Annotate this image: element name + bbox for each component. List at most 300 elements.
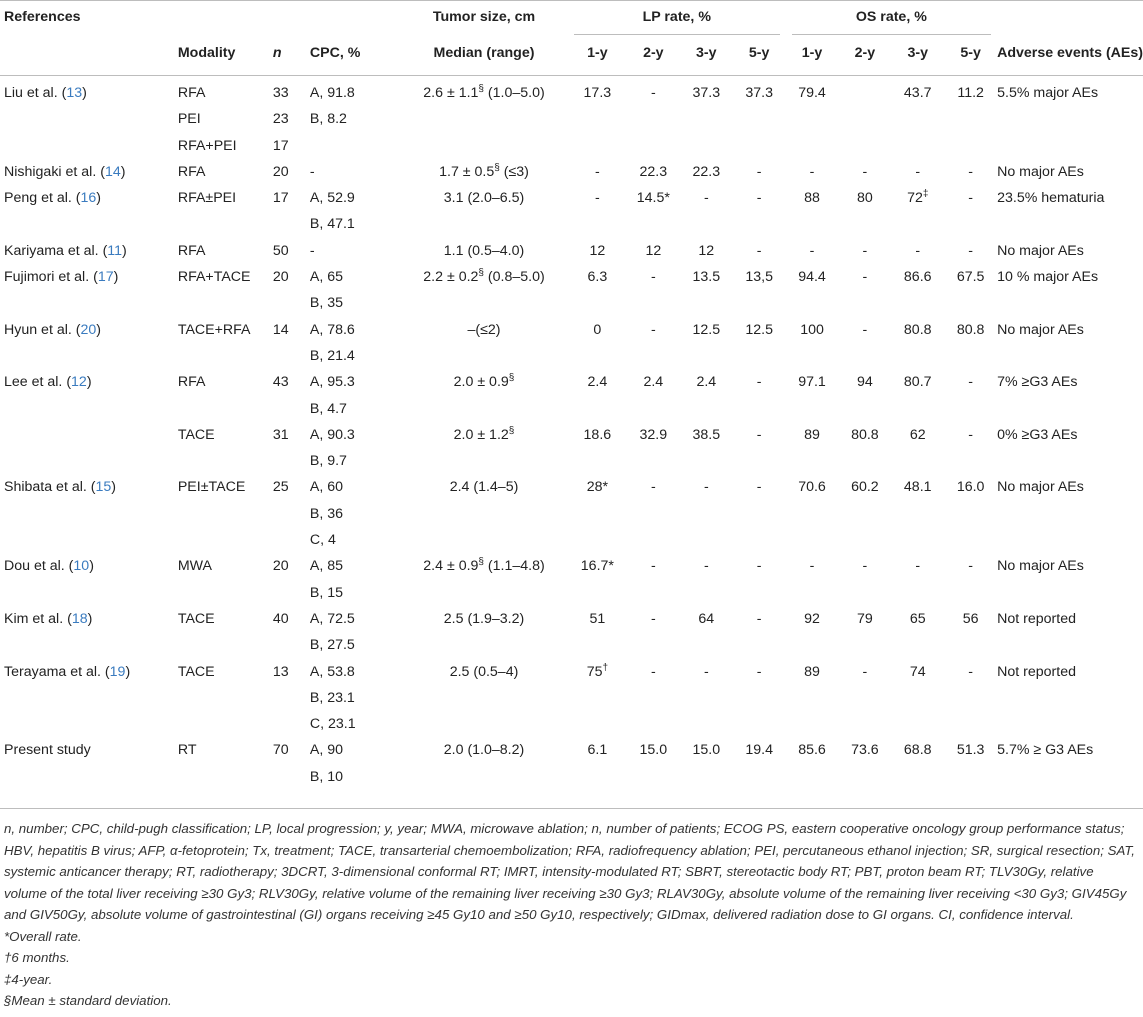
cell-os5 bbox=[944, 527, 997, 553]
citation-link[interactable]: 11 bbox=[107, 242, 123, 259]
table-row bbox=[0, 211, 1143, 237]
cell-lp1: 2.4 bbox=[587, 374, 608, 391]
cell-os2: - bbox=[862, 163, 868, 180]
cell-size bbox=[400, 343, 568, 369]
cell-mod bbox=[178, 685, 273, 711]
cell-os2 bbox=[838, 133, 891, 159]
cell-lp5 bbox=[733, 133, 786, 159]
cell-os3 bbox=[891, 211, 944, 237]
cell-n bbox=[273, 527, 310, 553]
cell-ae: 0% ≥G3 AEs bbox=[997, 426, 1078, 443]
cell-mod bbox=[178, 527, 273, 553]
cell-lp2: - bbox=[650, 663, 656, 680]
cell-lp1 bbox=[568, 211, 627, 237]
citation-link[interactable]: 19 bbox=[109, 663, 126, 680]
cell-lp1 bbox=[568, 290, 627, 316]
cell-lp3 bbox=[680, 106, 733, 132]
cell-size bbox=[400, 396, 568, 422]
cell-os5 bbox=[944, 343, 997, 369]
cell-lp3 bbox=[680, 211, 733, 237]
cell-n: 20 bbox=[272, 163, 289, 180]
cell-ae bbox=[997, 632, 1143, 658]
cell-reference bbox=[0, 448, 178, 474]
cell-lp1: 6.1 bbox=[587, 742, 608, 759]
citation-link[interactable]: 14 bbox=[104, 163, 121, 180]
cell-reference bbox=[0, 343, 178, 369]
cell-n bbox=[273, 632, 310, 658]
table-row bbox=[0, 527, 1143, 553]
col-tumor-size: Tumor size, cm bbox=[432, 9, 536, 25]
cell-os1: 85.6 bbox=[798, 742, 826, 759]
cell-lp5 bbox=[733, 106, 786, 132]
col-os-3y: 3-y bbox=[907, 44, 928, 61]
citation-link[interactable]: 13 bbox=[66, 85, 83, 101]
cell-os1 bbox=[786, 133, 839, 159]
cell-mod bbox=[178, 211, 273, 237]
cell-lp3: 22.3 bbox=[692, 163, 721, 180]
cell-lp1: 6.3 bbox=[587, 269, 608, 286]
cell-lp1: 18.6 bbox=[583, 426, 612, 443]
citation-link[interactable]: 17 bbox=[97, 269, 114, 286]
reference-text: Nishigaki et al. ( bbox=[4, 163, 105, 180]
col-cpc: CPC, % bbox=[309, 44, 361, 61]
table-row bbox=[0, 632, 1143, 658]
cell-os2: 80.8 bbox=[851, 426, 879, 443]
cell-lp5 bbox=[733, 527, 786, 553]
cell-mod bbox=[178, 343, 273, 369]
cell-n: 25 bbox=[272, 479, 289, 496]
cell-lp5 bbox=[733, 211, 786, 237]
cell-reference bbox=[0, 238, 178, 264]
cell-ae: 7% ≥G3 AEs bbox=[997, 374, 1078, 391]
cell-os2 bbox=[838, 685, 891, 711]
cell-lp2: - bbox=[650, 85, 656, 101]
col-group-lp-rate bbox=[568, 1, 786, 36]
cell-lp3: 13.5 bbox=[692, 269, 721, 286]
citation-link[interactable]: 18 bbox=[71, 610, 88, 627]
cell-lp5: - bbox=[756, 242, 762, 259]
footnote-mean-sd: §Mean ± standard deviation. bbox=[4, 993, 172, 1008]
cell-lp2: 22.3 bbox=[639, 163, 668, 180]
table-row bbox=[0, 106, 1143, 132]
cell-lp5: - bbox=[756, 479, 762, 496]
cell-n: 50 bbox=[272, 242, 289, 259]
header-row-1 bbox=[0, 1, 1143, 36]
cell-os1 bbox=[786, 632, 839, 658]
cell-os3: 65 bbox=[909, 610, 926, 627]
cell-ae: 23.5% hematuria bbox=[997, 190, 1105, 207]
reference-text: Dou et al. ( bbox=[4, 558, 74, 575]
cell-n: 43 bbox=[272, 374, 289, 391]
cell-size: 3.1 (2.0–6.5) bbox=[443, 190, 525, 207]
table-row bbox=[0, 290, 1143, 316]
citation-link[interactable]: 15 bbox=[95, 479, 112, 496]
col-median-range: Median (range) bbox=[433, 44, 535, 61]
cell-n: 40 bbox=[272, 610, 289, 627]
cell-reference bbox=[0, 76, 178, 107]
cell-size: 2.0 ± 0.9§ bbox=[453, 372, 515, 391]
cell-lp2 bbox=[627, 211, 680, 237]
cell-ae: 5.7% ≥ G3 AEs bbox=[997, 742, 1094, 759]
cell-lp2 bbox=[627, 501, 680, 527]
cell-mod: TACE bbox=[177, 663, 215, 680]
table-body bbox=[0, 76, 1143, 791]
cell-lp5: - bbox=[756, 663, 762, 680]
cell-mod: MWA bbox=[177, 558, 212, 575]
cell-mod: RFA bbox=[177, 85, 206, 101]
cell-ae: Not reported bbox=[997, 610, 1076, 627]
cell-mod: RFA bbox=[177, 163, 206, 180]
reference-text: Kariyama et al. ( bbox=[4, 242, 108, 259]
cell-ae bbox=[997, 211, 1143, 237]
cell-size bbox=[400, 501, 568, 527]
cell-lp2: 15.0 bbox=[639, 742, 668, 759]
cell-os3 bbox=[891, 527, 944, 553]
cell-reference bbox=[0, 317, 178, 343]
cell-size: 2.4 (1.4–5) bbox=[449, 479, 519, 496]
cell-lp3 bbox=[680, 685, 733, 711]
cell-os1 bbox=[786, 527, 839, 553]
cell-mod bbox=[178, 396, 273, 422]
cell-ae: 10 % major AEs bbox=[997, 269, 1099, 286]
cell-os5 bbox=[944, 685, 997, 711]
cell-ae bbox=[997, 290, 1143, 316]
cell-cpc: C, 23.1 bbox=[309, 716, 356, 733]
cell-lp3: 12.5 bbox=[692, 321, 721, 338]
cell-os3: 74 bbox=[909, 663, 926, 680]
cell-lp2: 12 bbox=[645, 242, 662, 259]
cell-cpc: A, 85 bbox=[309, 558, 343, 575]
cell-os3: 68.8 bbox=[903, 742, 932, 759]
citation-link[interactable]: 12 bbox=[71, 374, 87, 391]
cell-size bbox=[400, 133, 568, 159]
col-os-1y: 1-y bbox=[801, 44, 823, 61]
cell-os5 bbox=[944, 764, 997, 790]
col-lp-5y: 5-y bbox=[748, 44, 770, 61]
table-row bbox=[0, 606, 1143, 632]
cell-os5: - bbox=[968, 190, 973, 207]
cell-os2: - bbox=[862, 269, 868, 286]
cell-lp5 bbox=[733, 711, 786, 737]
cell-cpc: B, 10 bbox=[309, 768, 343, 785]
reference-close: ) bbox=[89, 558, 94, 575]
cell-cpc: B, 36 bbox=[309, 505, 343, 522]
cell-size: 2.6 ± 1.1§ (1.0–5.0) bbox=[423, 83, 545, 101]
cell-lp5: - bbox=[756, 374, 762, 391]
cell-size bbox=[400, 580, 568, 606]
cell-os2 bbox=[838, 501, 891, 527]
cell-lp5: 37.3 bbox=[745, 85, 773, 101]
cell-n bbox=[273, 290, 310, 316]
cell-os5: 56 bbox=[962, 610, 979, 627]
cell-cpc: A, 72.5 bbox=[309, 610, 355, 627]
cell-reference bbox=[0, 685, 178, 711]
cell-size bbox=[400, 527, 568, 553]
cell-os5: 51.3 bbox=[956, 742, 985, 759]
cell-os3 bbox=[891, 133, 944, 159]
header-row-2 bbox=[0, 36, 1143, 76]
table-row bbox=[0, 317, 1143, 343]
cell-os1 bbox=[786, 343, 839, 369]
table-row bbox=[0, 448, 1143, 474]
cell-reference bbox=[0, 133, 178, 159]
footnote-abbreviations: n, number; CPC, child-pugh classification; LP, local progression; y, year; MWA, microwave ablation; n, number of patients; ECOG PS, eastern cooperative oncology group performance status; HBV, hepatitis B virus; AFP, α-fetoprotein; Tx, treatment; TACE, transarterial chemoembolization; RFA, radiofrequency ablation; PEI, percutaneous ethanol injection; SR, surgical resection; SAT, systemic anticancer therapy; RT, radiotherapy; 3DCRT, 3-dimensional conformal RT; IMRT, intensity-modulated RT; SBRT, stereotactic body RT; PBT, proton beam RT; TLV30Gy, relative volume of the total liver receiving ≥30 Gy3; RLV30Gy, relative volume of the remaining liver receiving ≥30 Gy3; RLAV30Gy, absolute volume of the remaining liver receiving <30 Gy3; GIV45Gy and GIV50Gy, absolute volume of gastrointestinal (GI) organs receiving ≥45 Gy10 and ≥50 Gy10, respectively; GIDmax, delivered radiation dose to GI organs. CI, confidence interval. bbox=[4, 821, 1135, 922]
cell-cpc: - bbox=[309, 242, 315, 259]
cell-os3: 72‡ bbox=[907, 188, 929, 207]
cell-lp1 bbox=[568, 396, 627, 422]
cell-cpc: B, 8.2 bbox=[309, 111, 347, 128]
cell-lp5: - bbox=[756, 163, 762, 180]
cell-n: 31 bbox=[272, 426, 289, 443]
footnote-4-year: ‡4-year. bbox=[4, 971, 53, 987]
cell-os3 bbox=[891, 685, 944, 711]
cell-os2 bbox=[838, 527, 891, 553]
cell-lp3 bbox=[680, 501, 733, 527]
cell-os1: - bbox=[809, 558, 815, 575]
cell-os3 bbox=[891, 632, 944, 658]
cell-reference bbox=[0, 659, 178, 685]
reference-close: ) bbox=[113, 269, 119, 286]
cell-os3 bbox=[891, 580, 944, 606]
cell-reference bbox=[0, 290, 178, 316]
cell-lp2: 14.5* bbox=[636, 190, 670, 207]
cell-mod bbox=[178, 632, 273, 658]
cell-size: 1.1 (0.5–4.0) bbox=[443, 242, 525, 259]
cell-ae: No major AEs bbox=[997, 558, 1084, 575]
cell-mod: TACE bbox=[177, 610, 215, 627]
cell-os3 bbox=[891, 764, 944, 790]
citation-link[interactable]: 20 bbox=[80, 321, 97, 338]
footnote-overall-rate: *Overall rate. bbox=[4, 928, 82, 944]
cell-mod: TACE bbox=[177, 426, 215, 443]
cell-os5 bbox=[944, 448, 997, 474]
cell-os1: 97.1 bbox=[798, 374, 826, 391]
cell-size bbox=[400, 685, 568, 711]
cell-lp1 bbox=[568, 448, 627, 474]
cell-n bbox=[273, 501, 310, 527]
reference-text: Kim et al. ( bbox=[4, 610, 72, 627]
cell-lp2 bbox=[627, 448, 680, 474]
cell-cpc: A, 95.3 bbox=[309, 374, 355, 391]
table-bottom-rule bbox=[0, 808, 1143, 809]
cell-cpc: B, 27.5 bbox=[309, 637, 355, 654]
cell-os5 bbox=[944, 711, 997, 737]
cell-os3: 62 bbox=[909, 426, 926, 443]
cell-mod: RT bbox=[177, 742, 197, 759]
cell-cpc: A, 52.9 bbox=[309, 190, 355, 207]
cell-cpc: B, 4.7 bbox=[309, 400, 347, 417]
cell-os2 bbox=[838, 211, 891, 237]
cell-lp3 bbox=[680, 632, 733, 658]
cell-lp1 bbox=[568, 764, 627, 790]
cell-os1 bbox=[786, 685, 839, 711]
cell-size bbox=[400, 290, 568, 316]
cell-os2: 79 bbox=[856, 610, 873, 627]
cell-os2: - bbox=[862, 242, 868, 259]
cell-n: 20 bbox=[272, 269, 289, 286]
cell-os1: 89 bbox=[804, 663, 820, 680]
reference-close: ) bbox=[87, 610, 93, 627]
cell-os5: - bbox=[968, 426, 973, 443]
cell-lp5 bbox=[733, 580, 786, 606]
cell-lp5 bbox=[733, 501, 786, 527]
cell-reference bbox=[0, 396, 178, 422]
cell-reference bbox=[0, 764, 178, 790]
cell-ae bbox=[997, 711, 1143, 737]
table-row bbox=[0, 238, 1143, 264]
cell-os2: 94 bbox=[856, 374, 873, 391]
cell-lp3 bbox=[680, 396, 733, 422]
reference-close: ) bbox=[120, 163, 126, 180]
reference-close: ) bbox=[111, 479, 117, 496]
cell-lp1 bbox=[568, 106, 627, 132]
table-row bbox=[0, 369, 1143, 395]
table-row bbox=[0, 159, 1143, 185]
citation-link[interactable]: 16 bbox=[80, 190, 97, 207]
cell-lp2: - bbox=[650, 321, 656, 338]
cell-cpc: B, 15 bbox=[309, 584, 343, 601]
cell-os1 bbox=[786, 290, 839, 316]
cell-n bbox=[273, 343, 310, 369]
cell-os5 bbox=[944, 396, 997, 422]
footnote-6-months: †6 months. bbox=[4, 950, 70, 965]
cell-mod bbox=[178, 501, 273, 527]
cell-os1: - bbox=[809, 242, 815, 259]
cell-os2 bbox=[838, 632, 891, 658]
cell-lp5 bbox=[733, 448, 786, 474]
cell-os5: - bbox=[968, 163, 973, 180]
table-row bbox=[0, 474, 1143, 500]
cell-os1: - bbox=[809, 163, 815, 180]
cell-n bbox=[273, 580, 310, 606]
cell-lp3: - bbox=[703, 663, 709, 680]
cell-os2 bbox=[838, 343, 891, 369]
cell-lp3: 2.4 bbox=[696, 374, 717, 391]
cell-size: 2.0 ± 1.2§ bbox=[453, 425, 515, 443]
cell-lp3: 38.5 bbox=[692, 426, 721, 443]
cell-lp5 bbox=[733, 343, 786, 369]
cell-cpc: B, 21.4 bbox=[309, 347, 355, 364]
cell-os1: 88 bbox=[804, 190, 820, 207]
cell-lp2 bbox=[627, 764, 680, 790]
cell-os5 bbox=[944, 632, 997, 658]
cell-ae: No major AEs bbox=[997, 321, 1084, 338]
cell-lp1 bbox=[568, 527, 627, 553]
cell-n bbox=[273, 396, 310, 422]
reference-close: ) bbox=[96, 190, 102, 207]
cell-cpc: - bbox=[309, 163, 315, 180]
cell-size bbox=[400, 211, 568, 237]
cell-ae bbox=[997, 133, 1143, 159]
cell-os2 bbox=[838, 711, 891, 737]
cell-n: 14 bbox=[272, 321, 289, 338]
cell-lp5 bbox=[733, 764, 786, 790]
cell-cpc: A, 78.6 bbox=[309, 321, 355, 338]
cell-ae bbox=[997, 106, 1143, 132]
cell-size: 2.2 ± 0.2§ (0.8–5.0) bbox=[423, 267, 545, 286]
cell-os2 bbox=[838, 448, 891, 474]
cell-os2 bbox=[838, 764, 891, 790]
cell-os5 bbox=[944, 211, 997, 237]
cell-size: 2.5 (0.5–4) bbox=[449, 663, 519, 680]
cell-lp3 bbox=[680, 580, 733, 606]
cell-os5: 16.0 bbox=[956, 479, 985, 496]
cell-os1 bbox=[786, 211, 839, 237]
cell-lp3: - bbox=[703, 558, 709, 575]
cell-mod bbox=[178, 764, 273, 790]
cell-size bbox=[400, 448, 568, 474]
citation-link[interactable]: 10 bbox=[73, 558, 90, 575]
cell-size: 2.4 ± 0.9§ (1.1–4.8) bbox=[423, 556, 545, 575]
cell-os3 bbox=[891, 501, 944, 527]
cell-os2: - bbox=[862, 558, 868, 575]
cell-ae bbox=[997, 580, 1143, 606]
cell-lp1: - bbox=[595, 163, 600, 180]
cell-os2 bbox=[838, 290, 891, 316]
cell-os1 bbox=[786, 711, 839, 737]
cell-lp1: 0 bbox=[593, 321, 602, 338]
cell-lp2: 2.4 bbox=[643, 374, 664, 391]
cell-lp2 bbox=[627, 527, 680, 553]
cell-ae bbox=[997, 448, 1143, 474]
cell-os2: 60.2 bbox=[851, 479, 879, 496]
table-row bbox=[0, 501, 1143, 527]
cell-lp2 bbox=[627, 133, 680, 159]
cell-size: 2.5 (1.9–3.2) bbox=[443, 610, 525, 627]
col-os-2y: 2-y bbox=[854, 44, 876, 61]
cell-ae bbox=[997, 501, 1143, 527]
reference-text: Present study bbox=[4, 742, 91, 759]
cell-n: 13 bbox=[272, 663, 289, 680]
cell-reference bbox=[0, 737, 178, 763]
cell-n bbox=[273, 764, 310, 790]
cell-lp3: 37.3 bbox=[692, 85, 721, 101]
cell-ae bbox=[997, 764, 1143, 790]
reference-text: Fujimori et al. ( bbox=[4, 269, 98, 286]
cell-os2 bbox=[838, 396, 891, 422]
cell-reference bbox=[0, 606, 178, 632]
cell-os1 bbox=[786, 501, 839, 527]
table-row bbox=[0, 580, 1143, 606]
table-row bbox=[0, 396, 1143, 422]
cell-mod: RFA+TACE bbox=[177, 269, 251, 286]
cell-mod bbox=[178, 580, 273, 606]
cell-lp1: 16.7* bbox=[580, 558, 614, 575]
cell-lp3 bbox=[680, 527, 733, 553]
cell-os5: 11.2 bbox=[957, 85, 984, 101]
cell-lp1: 75† bbox=[586, 661, 609, 680]
cell-lp2 bbox=[627, 711, 680, 737]
cell-ae: No major AEs bbox=[997, 163, 1084, 180]
cell-lp1 bbox=[568, 133, 627, 159]
cell-os5: 67.5 bbox=[956, 269, 985, 286]
cell-cpc: B, 47.1 bbox=[309, 216, 355, 233]
cell-os1: 79.4 bbox=[798, 85, 826, 101]
cell-os2 bbox=[838, 76, 891, 107]
cell-os5 bbox=[944, 106, 997, 132]
cell-n: 23 bbox=[272, 111, 289, 128]
cell-cpc: B, 23.1 bbox=[309, 689, 355, 706]
reference-text: Liu et al. ( bbox=[4, 85, 67, 101]
cell-os1 bbox=[786, 448, 839, 474]
cell-reference bbox=[0, 527, 178, 553]
col-group-os-rate bbox=[786, 1, 998, 36]
table-row bbox=[0, 711, 1143, 737]
cell-os3 bbox=[891, 711, 944, 737]
cell-cpc: A, 90 bbox=[309, 742, 343, 759]
table-row bbox=[0, 133, 1143, 159]
reference-text: Terayama et al. ( bbox=[4, 663, 110, 680]
